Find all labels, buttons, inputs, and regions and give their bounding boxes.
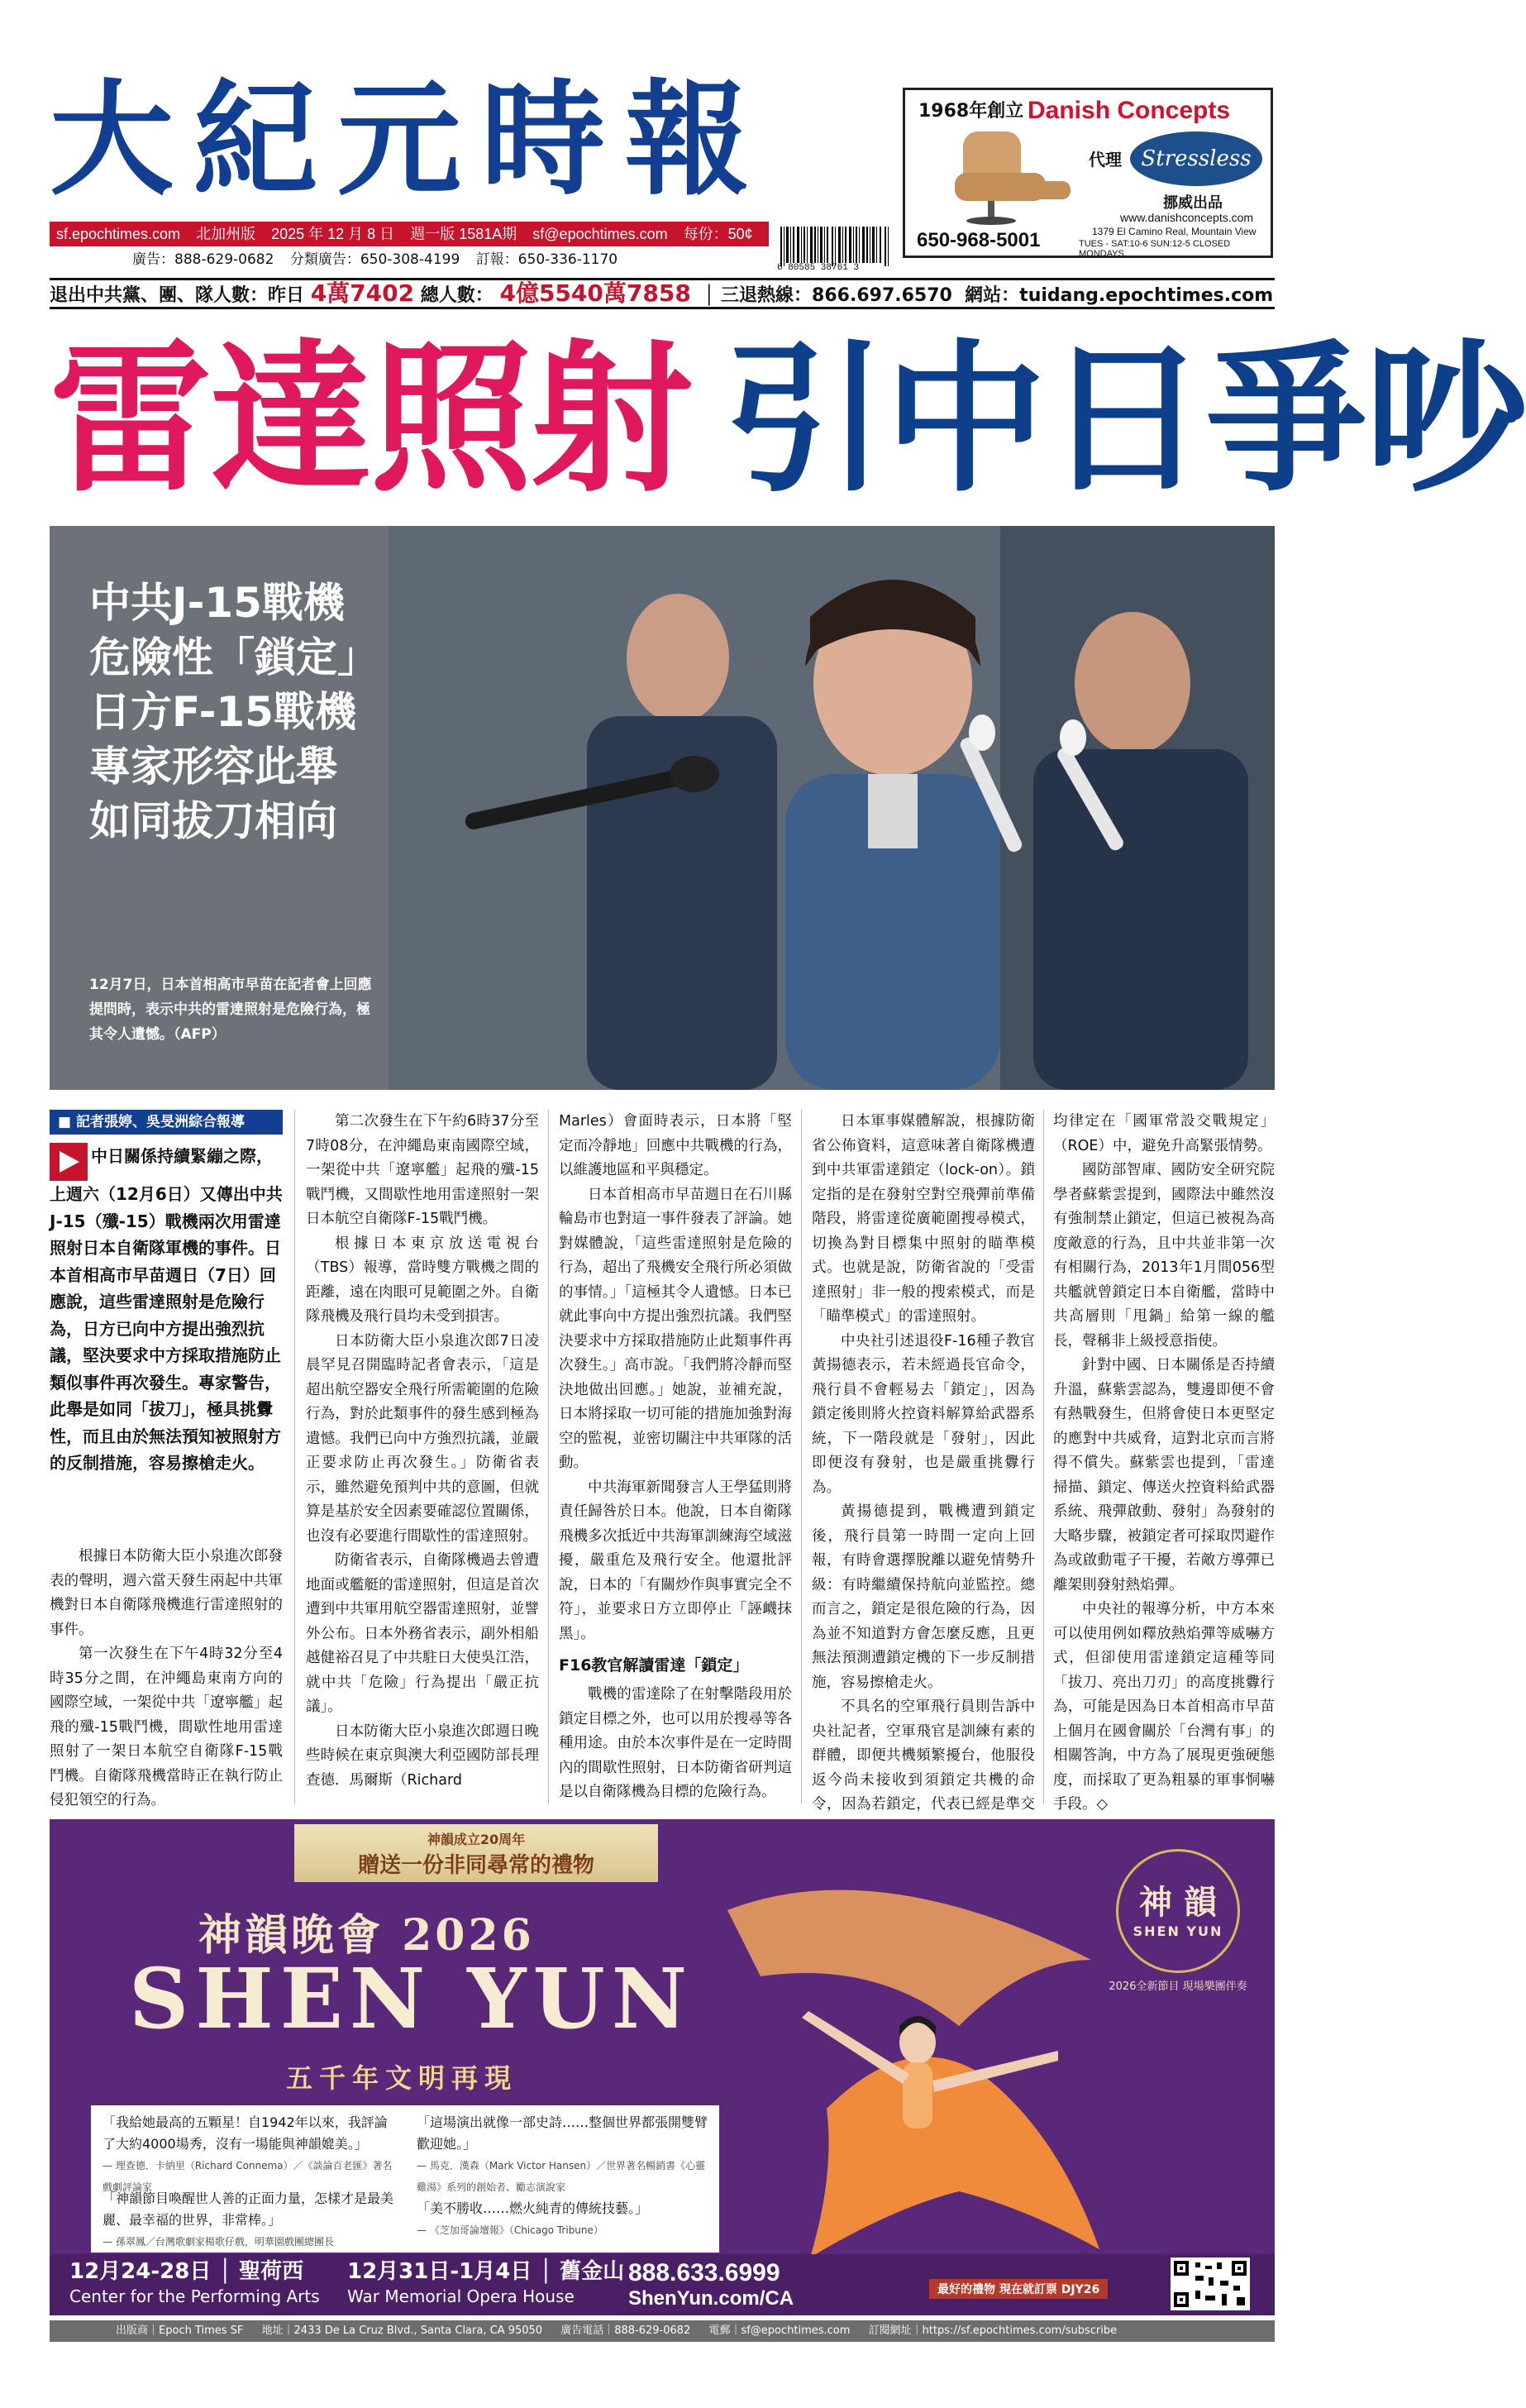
contact-bar [50,248,769,271]
page-footer [50,2320,1275,2342]
classified-phone: 分類廣告：650-308-4199 [289,251,460,268]
column-divider [801,1110,802,1804]
footer-ads: 廣告電話｜888-629-0682 [560,2324,691,2337]
ad-title-chinese: 神韻晚會 2026 [198,1910,535,1961]
paragraph: 防衛省表示，自衛隊機過去曾遭地面或艦艇的雷達照射，但這是首次遭到中共軍用航空器雷達照射，並譬外公布。日本外務省表示，副外相船越健裕召見了中共駐日大使吳江浩，就中共「危險」行為提出「嚴正抗議」。 [306,1552,539,1715]
quote-item [103,2188,400,2253]
paragraph: 中共海軍新聞發言人王學猛則將責任歸咎於日本。他說，日本自衛隊飛機多次抵近中共海軍訓練海空域滋擾，嚴重危及飛行安全。他還批評說，日本的「有關炒作與事實完全不符」，並要求日方立即停止「誣衊抹黑」。 [559,1479,792,1642]
edition-name: 北加州版 [196,226,256,242]
triangle-marker-icon [50,1143,88,1181]
stats-website[interactable]: 網站：tuidang.epochtimes.com [965,285,1274,306]
main-headline [50,319,1526,521]
ads-phone: 廣告：888-629-0682 [132,251,274,268]
issue-date: 2025 年 12 月 8 日 [271,226,395,242]
stats-yesterday: 4萬7402 [310,280,415,307]
column-2 [306,1110,539,1793]
quote-source: — 《芝加哥論壇報》（Chicago Tribune） [417,2224,603,2236]
ad-founded-year: 1968年創立 [918,101,1024,122]
subscribe-phone: 訂報：650-336-1170 [475,251,618,268]
contact-email[interactable]: sf@epochtimes.com [532,226,668,242]
venue-label: Center for the Performing Arts [69,2286,320,2306]
order-tag: 最好的禮物 現在就訂票 DJY26 [929,2279,1108,2299]
quote-text: 「這場演出就像一部史詩……整個世界都張開雙臂歡迎她。」 [417,2114,708,2152]
ad-slogan: 五千年文明再現 [286,2062,518,2094]
ad-origin: 挪威出品 [1163,194,1223,212]
quote-text: 「神韻節目喚醒世人善的正面力量，怎樣才是最美麗、最幸福的世界，非常棒。」 [103,2191,394,2228]
ad-title-english: SHEN YUN [129,1950,694,2047]
ad-phone: 650-968-5001 [917,229,1041,251]
headline-part1: 雷達照射 [50,326,692,514]
anniversary-label: 神韻成立20周年 [427,1832,526,1847]
paragraph: 根據日本東京放送電視台（TBS）報導，當時雙方戰機之間的距離，遠在肉眼可見範圍之外。自衛隊飛機及飛行員均未受到損害。 [306,1235,539,1325]
paragraph: 國防部智庫、國防安全研究院學者蘇紫雲提到，國際法中雖然沒有強制禁止鎖定，但這已被視為高度敵意的行為，且中共並非第一次有相關行為，2013年1月間056型共艦就曾鎖定日本自衛艦，當時中共高層則「甩鍋」給第一線的艦長，聲稱非上級授意指使。 [1053,1162,1275,1350]
dancer-illustration [711,1861,1108,2307]
ad-address: 1379 El Camino Real, Mountain View [1092,226,1257,237]
quote-source: — 理查德．卡納里（Richard Connema）／《談論百老匯》著名戲劇評論家 [103,2160,393,2193]
subheading: F16教官解讀雷達「鎖定」 [559,1656,749,1675]
footer-publisher: 出版商｜Epoch Times SF [116,2324,244,2337]
column-divider [548,1110,549,1804]
quote-source: — 孫翠鳳／台灣歌劇家楊歌仔戲，明華園戲團總團長 [103,2236,334,2248]
quote-item [417,2112,711,2198]
quote-text: 「美不勝收……燃火純青的傳統技藝。」 [417,2200,649,2216]
column-5 [1053,1110,1275,1818]
date-label: 12月24-28日 [69,2259,212,2284]
shenyun-ad[interactable] [50,1819,1275,2315]
dek-line: 專家形容此舉 [89,743,337,791]
quote-source: — 馬克．漢森（Mark Victor Hansen）／世界著名暢銷書《心靈雞湯》系列的創始者、勵志演說家 [417,2160,706,2193]
paragraph: 戰機的雷達除了在射擊階段用於鎖定目標之外，也可以用於搜尋等各種用途。由於本次事件是在一定時間內的間歇性照射，日本防衛省研判這是以自衛隊機為目標的危險行為。 [559,1686,792,1800]
ticket-website[interactable]: ShenYun.com/CA [628,2287,794,2310]
footer-email[interactable]: 電郵｜sf@epochtimes.com [708,2324,851,2337]
qr-code-icon[interactable] [1171,2258,1250,2310]
paragraph: 日本防衛大臣小泉進次郎7日凌晨罕見召開臨時記者會表示，「這是超出航空器安全飛行所需範圍的危險行為，對於此類事件的發生感到極為遺憾。我們已向中方強烈抗議，並嚴正要求防止再次發生。」防衛省表示，雖然避免預判中共的意圖，但就算是基於安全因素要確認位置關係，也沒有必要進行間歇性的雷達照射。 [306,1332,539,1545]
ad-hours: TUES - SAT:10-6 SUN:12-5 CLOSED MONDAYS [1079,239,1231,259]
paragraph: 日本首相高市早苗週日在石川縣輪島市也對這一事件發表了評論。她對媒體說，「這些雷達照射是危險的行為，超出了飛機安全飛行所必須做的事情。」「這極其令人遺憾。日本已就此事向中方提出強烈抗議。我們堅決要求中方採取措施防止此類事件再次發生。」高市說。「我們將冷靜而堅決地做出回應。」她說，並補充說，日本將採取一切可能的措施加強對海空的監視，並密切關注中共軍隊的活動。 [559,1186,792,1471]
dek-text [89,576,379,848]
article-body [50,1098,1275,1813]
dek-line: 日方F-15戰機 [89,688,356,736]
column-divider [294,1110,295,1804]
recliner-chair-icon [930,123,1079,227]
paragraph: 第二次發生在下午約6時37分至7時08分，在沖繩島東南國際空域，一架從中共「遼寧艦」起飛的殲-15戰鬥機，又間歇性地用雷達照射一架日本航空自衛隊F-15戰鬥機。 [306,1113,539,1227]
dek-panel [50,526,389,1090]
paragraph: 中央社的報導分析，中方本來可以使用例如釋放熱焰彈等威嚇方式，但卻使用雷達鎖定這種等同「拔刀、亮出刀刃」的高度挑釁行為，可能是因為日本首相高市早苗上個月在國會關於「台灣有事」的相關答詢，中方為了展現更強硬態度，而採取了更為粗暴的軍事恫嚇手段。◇ [1053,1601,1275,1813]
paragraph: 均律定在「國軍常設交戰規定」（ROE）中，避免升高緊張情勢。 [1053,1113,1275,1154]
paragraph: 不具名的空軍飛行員則告訴中央社記者，空軍飛官是訓練有素的群體，即便共機頻繁擾台，他服役返今尚未接收到須鎖定共機的命令，因為若鎖定，代表已經是準交 [812,1698,1035,1813]
shenyun-logo [1116,1849,1240,1973]
paragraph: 黃揚德提到，戰機遭到鎖定後，飛行員第一時間一定向上回報，有時會選擇脫離以避免情勢升級：有時繼續保持航向並監控。總而言之，鎖定是很危險的行為，因為並不知道對方會怎麼反應，且更無法預測遭鎖定機的下一步反制措施，容易擦槍走火。 [812,1503,1035,1691]
stressless-logo: Stressless [1130,131,1262,186]
dek-line: 中共J-15戰機 [89,579,345,627]
ad-agent-label: 代理 [1089,150,1122,170]
ticket-phone: 888.633.6999 [628,2259,780,2286]
city-label: 聖荷西 [239,2259,304,2284]
paragraph: 第一次發生在下午4時32分至4時35分之間，在沖繩島東南方向的國際空域，一架從中共「遼寧艦」起飛的殲-15戰鬥機，間歇性地用雷達照射了一架日本航空自衛隊F-15戰鬥機。自衛隊飛機當時正在執行防止侵犯領空的行為。 [50,1646,283,1808]
gift-label: 贈送一份非同尋常的禮物 [357,1853,594,1878]
column-3 [559,1110,792,1805]
venue-label: War Memorial Opera House [347,2286,575,2306]
ad-brand-name: Danish Concepts [1028,97,1231,124]
date-label: 12月31日-1月4日 [347,2259,532,2284]
paragraph: 日本軍事媒體解說，根據防衛省公佈資料，這意味著自衛隊機遭到中共軍雷達鎖定（lock-on）。鎖定指的是在發射空對空飛彈前準備階段，將雷達從廣範圍搜尋模式，切換為對目標集中照射的瞄準模式。也就是說，防衛省說的「受雷達照射」非一般的搜索模式，而是「瞄準模式」的雷達照射。 [812,1113,1035,1325]
show-date-1: 12月24-28日 │ 聖荷西 Center for the Performing Arts [69,2259,320,2309]
site-url[interactable]: sf.epochtimes.com [56,226,181,242]
quote-text: 「我給她最高的五顆星！自1942年以來，我評論了大約4000場秀，沒有一場能與神韻媲美。」 [103,2114,388,2152]
quote-item [103,2112,400,2198]
ad-website[interactable]: www.danishconcepts.com [1120,211,1254,224]
city-label: 舊金山 [560,2259,625,2284]
stats-hotline: 三退熱線：866.697.6570 [721,285,952,306]
footer-address: 地址｜2433 De La Cruz Blvd., Santa Clara, CA 95050 [261,2324,543,2337]
price: 每份：50¢ [683,226,753,242]
edition-info-bar [50,222,769,246]
quotes-panel [91,2105,719,2253]
column-1 [50,1545,283,1813]
masthead [50,67,885,213]
show-date-2: 12月31日-1月4日 │ 舊金山 War Memorial Opera House [347,2259,624,2309]
newspaper-title: 大紀元時報 [50,67,770,213]
headline-part2: 引中日爭吵 [724,326,1526,514]
stats-total: 4億5540萬7858 [499,280,691,307]
paragraph: 針對中國、日本關係是否持續升溫，蘇紫雲認為，雙邊即便不會有熱戰發生，但將會使日本更堅定的應對中共威脅，這對北京而言將得不償失。蘇紫雲也提到，「雷達掃描、鎖定、傳送火控資料給武器系統、飛彈啟動、發射」為發射的大略步驟，被鎖定者可採取閃避作為或啟動電子干擾，若敵方導彈已離架則發射熱焰彈。 [1053,1357,1275,1593]
anniversary-banner [294,1824,658,1882]
dek-line: 如同拔刀相向 [89,797,337,845]
byline: ■ 記者張婷、吳旻洲綜合報導 [50,1110,283,1135]
issue-number: 週一版 1581A期 [410,226,517,242]
lede-text: 中日關係持續緊繃之際，上週六（12月6日）又傳出中共J-15（殲-15）戰機兩次用雷達照射日本自衛隊軍機的事件。日本首相高市早苗週日（7日）回應說，這些雷達照射是危險行為，日方已向中方提出強烈抗議，堅決要求中方採取措施防止類似事件再次發生。專家警告，此舉是如同「拔刀」，極具挑釁性，而且由於無法預知被照射方的反制措施，容易擦槍走火。 [50,1146,283,1473]
lede-paragraph [50,1143,283,1477]
paragraph: Marles）會面時表示，日本將「堅定而冷靜地」回應中共戰機的行為，以維護地區和平與穩定。 [559,1113,792,1178]
column-4 [812,1110,1035,1842]
footer-subscribe[interactable]: 訂閱網址｜https://sf.epochtimes.com/subscribe [868,2324,1118,2337]
furniture-ad[interactable] [903,88,1273,258]
stats-label: 退出中共黨、團、隊人數：昨日 [50,285,305,306]
paragraph: 日本防衛大臣小泉進次郎週日晚些時候在東京與澳大利亞國防部長理查德．馬爾斯（Richard [306,1722,539,1789]
quote-item [417,2198,711,2241]
photo-caption: 12月7日，日本首相高市早苗在記者會上回應提問時，表示中共的雷達照射是危險行為，極其令人遺憾。（AFP） [89,977,372,1043]
dek-line: 危險性「鎖定」 [89,633,379,681]
paragraph: 中央社引述退役F-16種子教官黃揚德表示，若未經過長官命令，飛行員不會輕易去「鎖定」，因為鎖定後則將火控資料解算給武器系統，下一階段就是「發射」，因此即便沒有發射，也是嚴重挑釁行為。 [812,1332,1035,1496]
logo-english: SHEN YUN [1133,1923,1223,1939]
paragraph: 根據日本防衛大臣小泉進次郎發表的聲明，週六當天發生兩起中共軍機對日本自衛隊飛機進行雷達照射的事件。 [50,1548,283,1638]
stats-total-label: 總人數： [420,285,494,306]
column-divider [1043,1110,1044,1804]
tuidang-stats-bar: 退出中共黨、團、隊人數：昨日 4萬7402 總人數： 4億5540萬7858 │ 三退熱線：866.697.6570 網站：tuidang.epochtimes.com [50,278,1275,309]
logo-subtitle: 2026全新節目 現場樂團伴奏 [1109,1980,1247,1993]
barcode-number: 6 80585 38761 3 [777,263,860,273]
logo-chinese: 神 韻 [1139,1883,1217,1922]
